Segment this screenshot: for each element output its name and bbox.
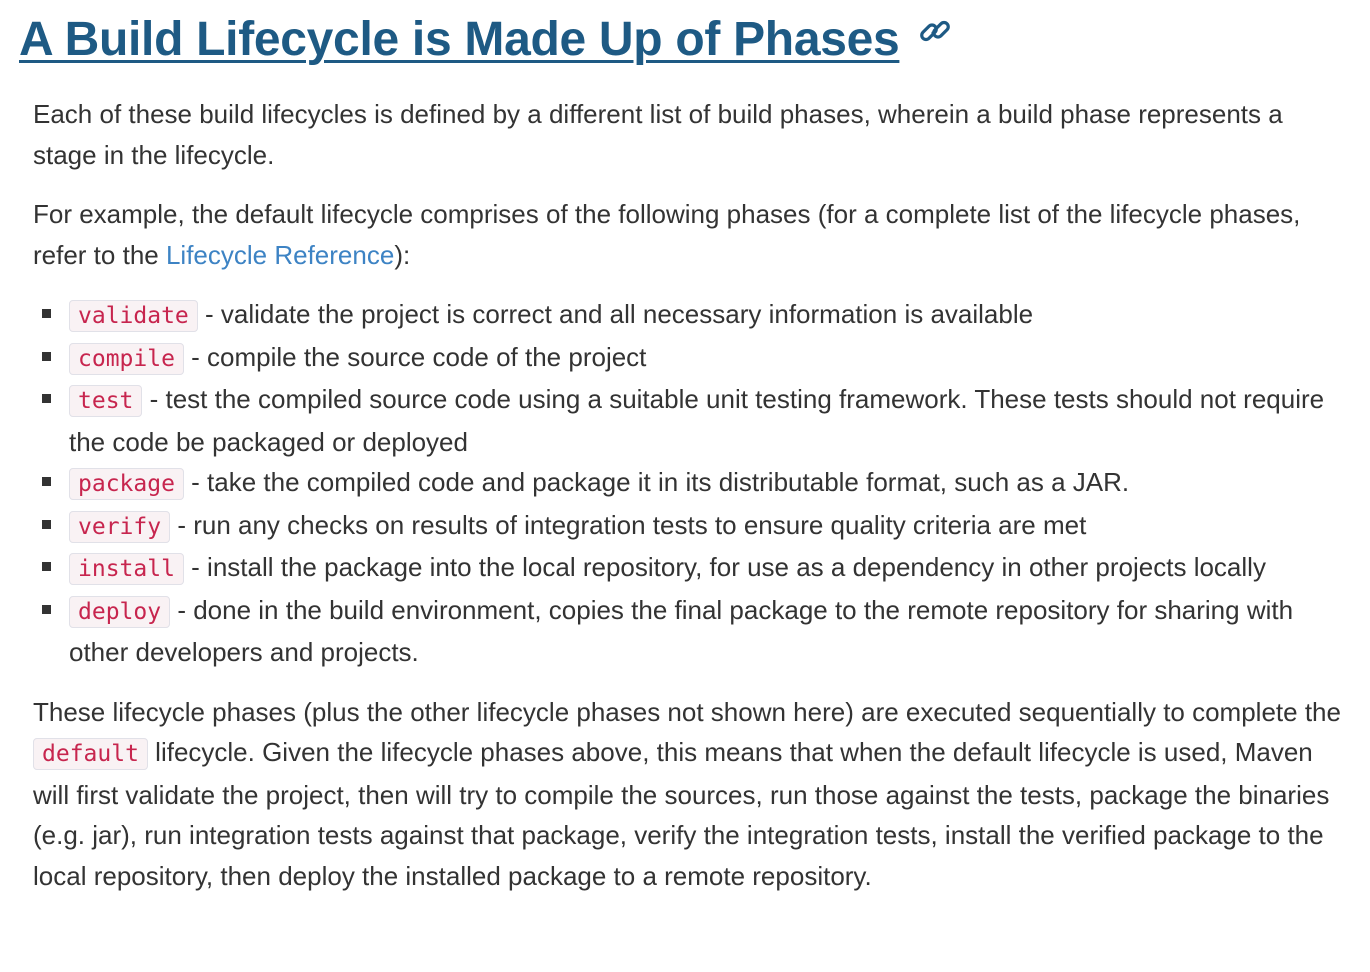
- phase-description: - compile the source code of the project: [183, 341, 647, 372]
- closing-text-before: These lifecycle phases (plus the other lifecycle phases not shown here) are executed sequentially to complete the: [33, 696, 1341, 727]
- phase-code-compile: compile: [69, 343, 184, 375]
- bullet: [42, 394, 51, 403]
- bullet: [42, 352, 51, 361]
- phase-description: - test the compiled source code using a suitable unit testing framework. These tests should not require the code be packaged or deployed: [69, 384, 1325, 457]
- lifecycle-reference-link[interactable]: Lifecycle Reference: [165, 239, 395, 270]
- phase-code-validate: validate: [69, 300, 198, 332]
- phase-description: - done in the build environment, copies the final package to the remote repository for sharing with other developers and projects.: [69, 594, 1294, 667]
- phase-code-package: package: [69, 468, 184, 500]
- phase-description: - validate the project is correct and all necessary information is available: [197, 299, 1034, 329]
- phase-description: - install the package into the local repository, for use as a dependency in other projects locally: [183, 552, 1266, 582]
- bullet: [42, 309, 51, 318]
- phase-list: [33, 294, 1349, 673]
- phase-code-test: test: [69, 385, 142, 417]
- list-item-compile: [69, 337, 1349, 380]
- phase-code-deploy: deploy: [69, 596, 170, 628]
- bullet: [42, 605, 51, 614]
- closing-paragraph: [33, 692, 1349, 897]
- link-icon[interactable]: [917, 2, 953, 38]
- phase-code-verify: verify: [69, 511, 170, 543]
- title-link[interactable]: A Build Lifecycle is Made Up of Phases: [19, 13, 900, 66]
- example-text-after: ):: [394, 239, 411, 270]
- bullet: [42, 477, 51, 486]
- default-code: default: [33, 738, 148, 770]
- example-paragraph: [33, 194, 1349, 275]
- list-item-package: [69, 462, 1349, 505]
- intro-paragraph: Each of these build lifecycles is defined by a different list of build phases, wherein a build phase represents a stage in the lifecycle.: [33, 99, 1283, 170]
- list-item-verify: [69, 505, 1349, 548]
- bullet: [42, 562, 51, 571]
- list-item-test: [69, 379, 1349, 462]
- phase-description: - take the compiled code and package it in its distributable format, such as a JAR.: [183, 467, 1130, 497]
- list-item-validate: [69, 294, 1349, 337]
- phase-description: - run any checks on results of integration tests to ensure quality criteria are met: [170, 509, 1087, 540]
- list-item-install: [69, 547, 1349, 590]
- list-item-deploy: [69, 590, 1349, 673]
- example-text-before: For example, the default lifecycle comprises of the following phases (for a complete list of the lifecycle phases, refer to the: [33, 199, 1301, 270]
- closing-text-after: lifecycle. Given the lifecycle phases above, this means that when the default lifecycle is used, Maven will first validate the project, then will try to compile the sources, run those against the tests, package the binaries (e.g. jar), run integration tests against that package, verify the integration tests, install the verified package to the local repository, then deploy the installed package to a remote repository.: [33, 737, 1330, 891]
- bullet: [42, 520, 51, 529]
- page-title: [19, 2, 953, 72]
- article-body: [33, 94, 1349, 915]
- phase-code-install: install: [69, 553, 184, 585]
